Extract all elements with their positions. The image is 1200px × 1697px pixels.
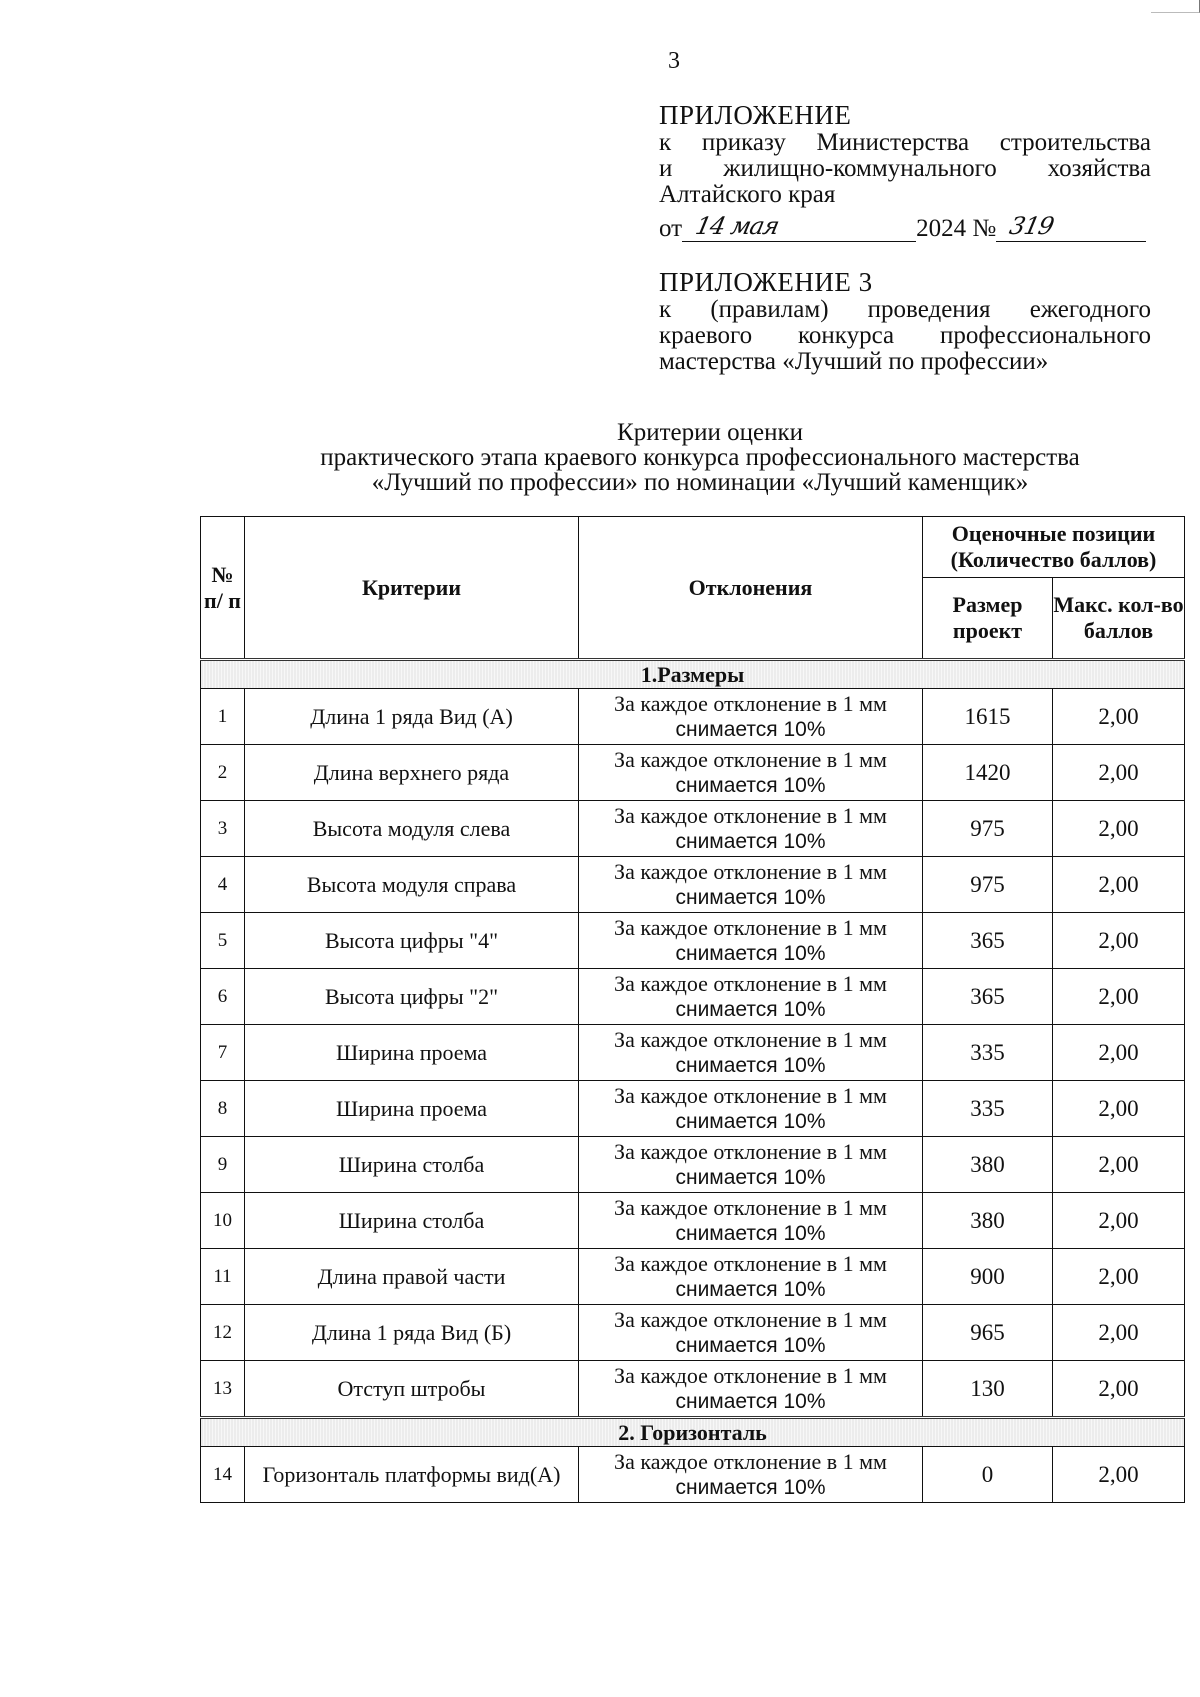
page-number: 3 (668, 48, 680, 74)
year-number-label: 2024 № (916, 215, 997, 242)
deviation-penalty: снимается 10% (675, 1389, 826, 1413)
row-deviation (579, 1361, 923, 1418)
appendix-order-block (659, 100, 1151, 242)
row-design-size: 380 (923, 1193, 1053, 1249)
handwritten-date: 14 мая (693, 212, 782, 240)
row-number: 12 (201, 1305, 245, 1361)
row-max-points: 2,00 (1053, 1193, 1185, 1249)
row-number: 13 (201, 1361, 245, 1418)
deviation-penalty: снимается 10% (675, 1333, 826, 1357)
row-max-points: 2,00 (1053, 1305, 1185, 1361)
deviation-rule: За каждое отклонение в 1 мм (614, 690, 887, 716)
deviation-penalty: снимается 10% (675, 1053, 826, 1077)
table-row (201, 745, 1185, 801)
row-deviation (579, 1249, 923, 1305)
row-number: 2 (201, 745, 245, 801)
deviation-penalty: снимается 10% (675, 1277, 826, 1301)
table-row (201, 1025, 1185, 1081)
row-criteria: Высота модуля слева (245, 801, 579, 857)
row-deviation (579, 857, 923, 913)
row-design-size: 365 (923, 969, 1053, 1025)
table-row (201, 1361, 1185, 1418)
table-row (201, 1447, 1185, 1503)
row-design-size: 0 (923, 1447, 1053, 1503)
row-criteria: Ширина проема (245, 1025, 579, 1081)
row-deviation (579, 1137, 923, 1193)
row-deviation (579, 1081, 923, 1137)
row-max-points: 2,00 (1053, 1249, 1185, 1305)
row-number: 7 (201, 1025, 245, 1081)
appendix-line: краевого конкурса профессионального (659, 322, 1151, 349)
deviation-penalty: снимается 10% (675, 885, 826, 909)
title-line: Критерии оценки (617, 419, 803, 446)
table-row (201, 857, 1185, 913)
deviation-rule: За каждое отклонение в 1 мм (614, 1194, 887, 1220)
row-max-points: 2,00 (1053, 1361, 1185, 1418)
scan-corner-mark (1151, 0, 1200, 13)
row-number: 5 (201, 913, 245, 969)
title-line: практического этапа краевого конкурса профессионального мастерства (320, 444, 1080, 471)
row-criteria: Высота модуля справа (245, 857, 579, 913)
deviation-rule: За каждое отклонение в 1 мм (614, 1082, 887, 1108)
row-deviation (579, 1447, 923, 1503)
row-design-size: 365 (923, 913, 1053, 969)
deviation-penalty: снимается 10% (675, 997, 826, 1021)
appendix-heading: ПРИЛОЖЕНИЕ 3 (659, 267, 873, 297)
row-design-size: 975 (923, 801, 1053, 857)
deviation-rule: За каждое отклонение в 1 мм (614, 970, 887, 996)
header-size: Размер проект (923, 578, 1053, 660)
section-row (201, 1418, 1185, 1447)
row-design-size: 130 (923, 1361, 1053, 1418)
row-criteria: Длина 1 ряда Вид (А) (245, 689, 579, 745)
date-field (682, 213, 916, 242)
appendix-line: и жилищно-коммунального хозяйства (659, 155, 1151, 182)
row-max-points: 2,00 (1053, 1447, 1185, 1503)
section-title: 1.Размеры (201, 660, 1185, 689)
header-num: № п/ п (201, 517, 245, 660)
deviation-rule: За каждое отклонение в 1 мм (614, 914, 887, 940)
row-criteria: Ширина столба (245, 1193, 579, 1249)
deviation-rule: За каждое отклонение в 1 мм (614, 746, 887, 772)
row-criteria: Длина 1 ряда Вид (Б) (245, 1305, 579, 1361)
row-design-size: 335 (923, 1025, 1053, 1081)
appendix-line: к (правилам) проведения ежегодного (659, 296, 1151, 323)
appendix-line: Алтайского края (659, 181, 836, 208)
row-deviation (579, 1305, 923, 1361)
deviation-penalty: снимается 10% (675, 829, 826, 853)
row-number: 8 (201, 1081, 245, 1137)
row-max-points: 2,00 (1053, 1081, 1185, 1137)
row-deviation (579, 913, 923, 969)
section-row (201, 660, 1185, 689)
order-date-number-line (659, 212, 1151, 242)
appendix-line: мастерства «Лучший по профессии» (659, 348, 1049, 375)
row-max-points: 2,00 (1053, 969, 1185, 1025)
deviation-penalty: снимается 10% (675, 717, 826, 741)
row-deviation (579, 1193, 923, 1249)
deviation-penalty: снимается 10% (675, 773, 826, 797)
header-max-points: Макс. кол-во баллов (1053, 578, 1185, 660)
title-line: «Лучший по профессии» по номинации «Лучший каменщик» (371, 469, 1029, 496)
row-criteria: Отступ штробы (245, 1361, 579, 1418)
row-design-size: 380 (923, 1137, 1053, 1193)
row-criteria: Ширина столба (245, 1137, 579, 1193)
row-max-points: 2,00 (1053, 801, 1185, 857)
table-body (201, 660, 1185, 1503)
row-max-points: 2,00 (1053, 689, 1185, 745)
row-design-size: 1615 (923, 689, 1053, 745)
table-row (201, 1137, 1185, 1193)
row-number: 14 (201, 1447, 245, 1503)
deviation-rule: За каждое отклонение в 1 мм (614, 1306, 887, 1332)
deviation-rule: За каждое отклонение в 1 мм (614, 1448, 887, 1474)
row-design-size: 975 (923, 857, 1053, 913)
appendix-rules-block (659, 267, 1151, 375)
row-number: 6 (201, 969, 245, 1025)
row-criteria: Высота цифры "4" (245, 913, 579, 969)
deviation-rule: За каждое отклонение в 1 мм (614, 802, 887, 828)
deviation-penalty: снимается 10% (675, 941, 826, 965)
appendix-line: к приказу Министерства строительства (659, 129, 1151, 156)
row-number: 4 (201, 857, 245, 913)
row-number: 11 (201, 1249, 245, 1305)
row-number: 3 (201, 801, 245, 857)
table-row (201, 1193, 1185, 1249)
table-row (201, 1249, 1185, 1305)
deviation-penalty: снимается 10% (675, 1475, 826, 1499)
deviation-penalty: снимается 10% (675, 1165, 826, 1189)
table-row (201, 913, 1185, 969)
row-criteria: Длина правой части (245, 1249, 579, 1305)
row-number: 10 (201, 1193, 245, 1249)
row-deviation (579, 1025, 923, 1081)
appendix-heading: ПРИЛОЖЕНИЕ (659, 100, 852, 130)
row-number: 9 (201, 1137, 245, 1193)
table-row (201, 689, 1185, 745)
deviation-rule: За каждое отклонение в 1 мм (614, 1362, 887, 1388)
header-evaluation-group: Оценочные позиции (Количество баллов) (923, 517, 1185, 578)
order-number-field (996, 213, 1146, 242)
table-row (201, 969, 1185, 1025)
deviation-rule: За каждое отклонение в 1 мм (614, 1026, 887, 1052)
handwritten-number: 319 (1007, 212, 1057, 240)
row-design-size: 1420 (923, 745, 1053, 801)
row-max-points: 2,00 (1053, 1025, 1185, 1081)
row-design-size: 335 (923, 1081, 1053, 1137)
row-max-points: 2,00 (1053, 1137, 1185, 1193)
deviation-penalty: снимается 10% (675, 1221, 826, 1245)
row-max-points: 2,00 (1053, 857, 1185, 913)
section-title: 2. Горизонталь (201, 1418, 1185, 1447)
criteria-table (200, 516, 1185, 1503)
row-design-size: 900 (923, 1249, 1053, 1305)
row-max-points: 2,00 (1053, 745, 1185, 801)
deviation-rule: За каждое отклонение в 1 мм (614, 1250, 887, 1276)
row-criteria: Высота цифры "2" (245, 969, 579, 1025)
header-criteria: Критерии (245, 517, 579, 660)
deviation-penalty: снимается 10% (675, 1109, 826, 1133)
deviation-rule: За каждое отклонение в 1 мм (614, 1138, 887, 1164)
from-label: от (659, 215, 683, 242)
table-row (201, 1081, 1185, 1137)
row-criteria: Длина верхнего ряда (245, 745, 579, 801)
row-deviation (579, 801, 923, 857)
table-row (201, 1305, 1185, 1361)
row-number: 1 (201, 689, 245, 745)
row-deviation (579, 969, 923, 1025)
row-criteria: Ширина проема (245, 1081, 579, 1137)
row-max-points: 2,00 (1053, 913, 1185, 969)
row-deviation (579, 689, 923, 745)
header-deviations: Отклонения (579, 517, 923, 660)
row-criteria: Горизонталь платформы вид(А) (245, 1447, 579, 1503)
row-deviation (579, 745, 923, 801)
document-title (200, 420, 1200, 495)
deviation-rule: За каждое отклонение в 1 мм (614, 858, 887, 884)
row-design-size: 965 (923, 1305, 1053, 1361)
table-row (201, 801, 1185, 857)
